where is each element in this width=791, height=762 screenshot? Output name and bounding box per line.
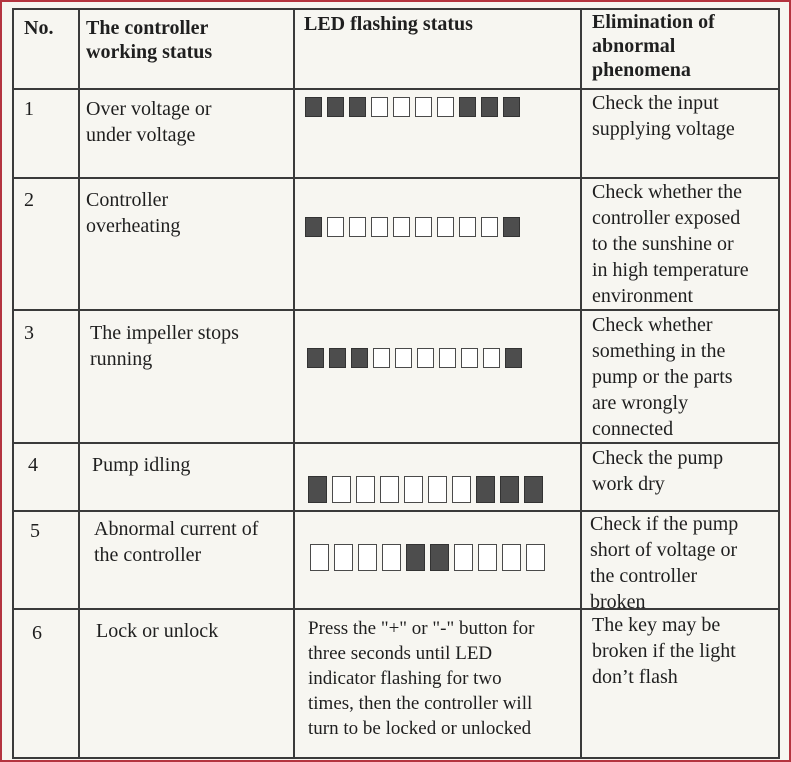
led-off-square <box>526 544 545 571</box>
column-divider <box>293 8 295 759</box>
row-number: 1 <box>24 98 34 120</box>
header-no: No. <box>24 17 54 39</box>
column-divider <box>78 8 80 759</box>
led-off-square <box>437 97 454 117</box>
working-status-cell: Lock or unlock <box>96 620 219 642</box>
elimination-cell: Check the input supplying voltage <box>592 92 735 140</box>
led-off-square <box>327 217 344 237</box>
led-off-square <box>371 97 388 117</box>
row-number: 3 <box>24 322 34 344</box>
led-off-square <box>358 544 377 571</box>
led-on-square <box>406 544 425 571</box>
led-off-square <box>371 217 388 237</box>
led-on-square <box>308 476 327 503</box>
led-on-square <box>329 348 346 368</box>
row-number: 5 <box>30 520 40 542</box>
elimination-cell: Check whether the controller exposed to the sunshine or in high temperature environment <box>592 181 749 307</box>
led-on-square <box>351 348 368 368</box>
led-on-square <box>505 348 522 368</box>
elimination-cell: Check the pump work dry <box>592 447 724 495</box>
row-number: 4 <box>28 454 38 476</box>
table-border-bottom <box>12 757 780 759</box>
led-off-square <box>452 476 471 503</box>
row-number: 2 <box>24 189 34 211</box>
led-off-square <box>439 348 456 368</box>
led-off-square <box>483 348 500 368</box>
led-off-square <box>415 217 432 237</box>
led-off-square <box>428 476 447 503</box>
led-off-square <box>417 348 434 368</box>
column-divider <box>12 8 14 759</box>
led-off-square <box>481 217 498 237</box>
elimination-cell: The key may be broken if the light don’t flash <box>592 614 736 688</box>
led-pattern <box>305 97 520 117</box>
led-off-square <box>437 217 454 237</box>
led-on-square <box>305 217 322 237</box>
led-on-square <box>503 217 520 237</box>
led-on-square <box>430 544 449 571</box>
led-on-square <box>459 97 476 117</box>
led-off-square <box>332 476 351 503</box>
led-off-square <box>382 544 401 571</box>
led-off-square <box>380 476 399 503</box>
led-pattern <box>308 476 543 503</box>
row-number: 6 <box>32 622 42 644</box>
working-status-cell: The impeller stops running <box>90 322 239 370</box>
led-off-square <box>393 97 410 117</box>
row-divider <box>12 442 780 444</box>
header-led-flashing-status: LED flashing status <box>304 13 473 35</box>
header-elimination: Elimination of abnormal phenomena <box>592 11 715 81</box>
led-off-square <box>502 544 521 571</box>
working-status-cell: Controller overheating <box>86 189 181 237</box>
led-off-square <box>310 544 329 571</box>
header-working-status: The controller working status <box>86 17 213 63</box>
column-divider <box>580 8 582 759</box>
table-border-right <box>778 8 780 759</box>
led-off-square <box>373 348 390 368</box>
led-off-square <box>334 544 353 571</box>
led-off-square <box>356 476 375 503</box>
led-on-square <box>305 97 322 117</box>
led-on-square <box>524 476 543 503</box>
elimination-cell: Check whether something in the pump or the parts are wrongly connected <box>592 314 733 440</box>
working-status-cell: Abnormal current of the controller <box>94 518 259 566</box>
led-pattern <box>310 544 545 571</box>
led-off-square <box>404 476 423 503</box>
led-instruction-text: Press the "+" or "-" button for three seconds until LED indicator flashing for two times, then the controller will turn to be locked or unlocked <box>308 618 535 739</box>
led-on-square <box>476 476 495 503</box>
led-on-square <box>500 476 519 503</box>
led-off-square <box>459 217 476 237</box>
led-pattern <box>307 348 522 368</box>
elimination-cell: Check if the pump short of voltage or the controller broken <box>590 513 739 613</box>
led-off-square <box>395 348 412 368</box>
led-on-square <box>481 97 498 117</box>
led-on-square <box>327 97 344 117</box>
led-off-square <box>349 217 366 237</box>
led-pattern <box>305 217 520 237</box>
led-on-square <box>503 97 520 117</box>
led-off-square <box>415 97 432 117</box>
working-status-cell: Over voltage or under voltage <box>86 98 212 146</box>
led-off-square <box>454 544 473 571</box>
led-off-square <box>478 544 497 571</box>
led-on-square <box>307 348 324 368</box>
working-status-cell: Pump idling <box>92 454 191 476</box>
led-off-square <box>393 217 410 237</box>
row-divider <box>12 309 780 311</box>
led-on-square <box>349 97 366 117</box>
led-off-square <box>461 348 478 368</box>
